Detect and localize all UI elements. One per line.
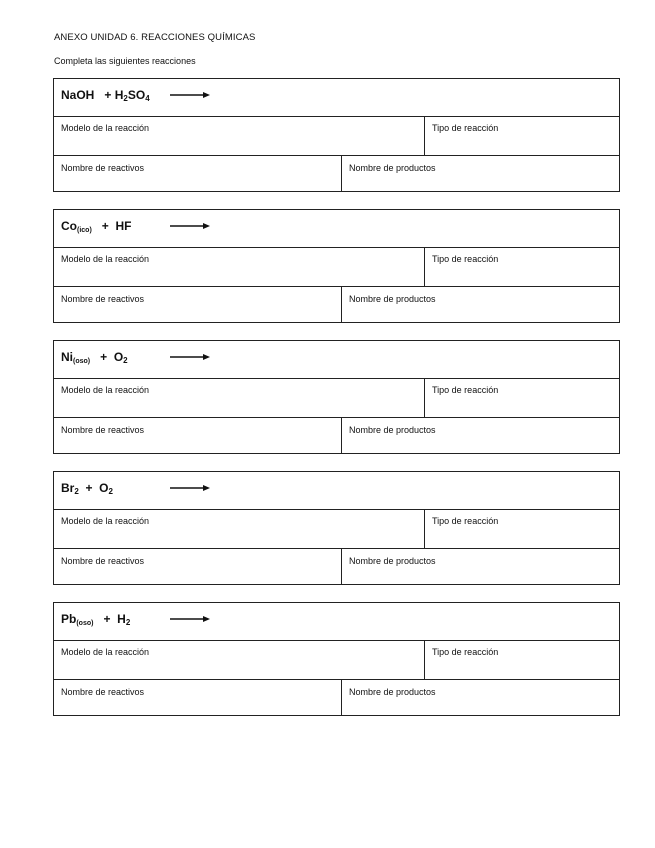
reactants-field[interactable]: Nombre de reactivos	[61, 556, 145, 566]
reactants-field[interactable]: Nombre de reactivos	[61, 687, 145, 697]
products-field[interactable]: Nombre de productos	[349, 163, 436, 173]
reaction-equation: Pb(oso) + $H_2$	[61, 612, 131, 627]
equation-row	[54, 603, 619, 641]
reaction-arrow-icon	[170, 485, 210, 491]
reaction-block-4	[53, 471, 620, 585]
model-field[interactable]: Modelo de la reacción	[61, 385, 150, 395]
equation-row	[54, 79, 619, 117]
equation-row	[54, 210, 619, 248]
equation-row	[54, 472, 619, 510]
reaction-type-field[interactable]: Tipo de reacción	[432, 516, 499, 526]
reaction-equation: NaOH + $H_2SO_4$	[61, 88, 150, 103]
reactants-field[interactable]: Nombre de reactivos	[61, 425, 145, 435]
model-field[interactable]: Modelo de la reacción	[61, 647, 150, 657]
reaction-equation: Ni(oso) + $O_2$	[61, 350, 128, 365]
reaction-block-2	[53, 209, 620, 323]
reaction-block-5	[53, 602, 620, 716]
reaction-block-1	[53, 78, 620, 192]
document-title: ANEXO UNIDAD 6. REACCIONES QUÍMICAS	[54, 32, 256, 43]
products-field[interactable]: Nombre de productos	[349, 294, 436, 304]
instructions: Completa las siguientes reacciones	[54, 56, 196, 66]
reaction-equation: Co(ico) + HF	[61, 219, 132, 234]
reaction-type-field[interactable]: Tipo de reacción	[432, 385, 499, 395]
reaction-arrow-icon	[170, 223, 210, 229]
reactants-field[interactable]: Nombre de reactivos	[61, 294, 145, 304]
reaction-equation: $Br_2 + O_2$	[61, 481, 113, 496]
reaction-arrow-icon	[170, 616, 210, 622]
reaction-block-3	[53, 340, 620, 454]
reaction-type-field[interactable]: Tipo de reacción	[432, 123, 499, 133]
model-field[interactable]: Modelo de la reacción	[61, 516, 150, 526]
reactants-field[interactable]: Nombre de reactivos	[61, 163, 145, 173]
products-field[interactable]: Nombre de productos	[349, 556, 436, 566]
reaction-type-field[interactable]: Tipo de reacción	[432, 647, 499, 657]
model-field[interactable]: Modelo de la reacción	[61, 254, 150, 264]
equation-row	[54, 341, 619, 379]
reaction-type-field[interactable]: Tipo de reacción	[432, 254, 499, 264]
model-field[interactable]: Modelo de la reacción	[61, 123, 150, 133]
reaction-arrow-icon	[170, 354, 210, 360]
products-field[interactable]: Nombre de productos	[349, 687, 436, 697]
products-field[interactable]: Nombre de productos	[349, 425, 436, 435]
reaction-arrow-icon	[170, 92, 210, 98]
